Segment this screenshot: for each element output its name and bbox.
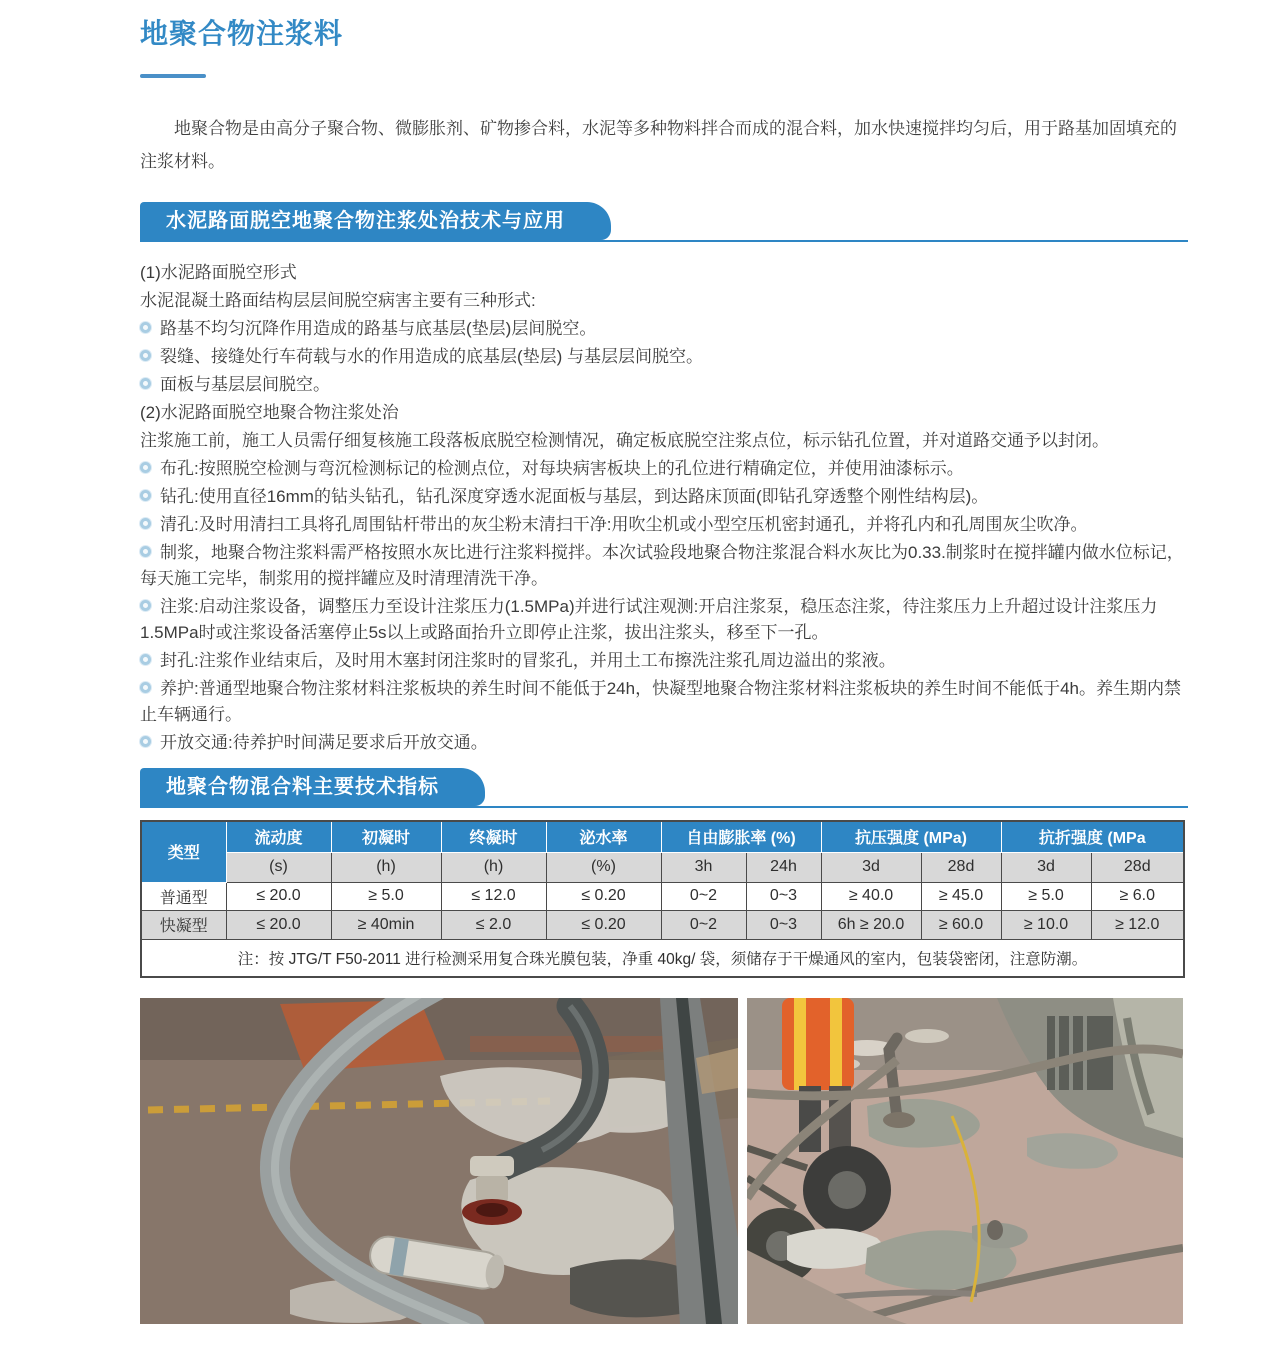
sub-header: 24h xyxy=(746,852,821,882)
bullet-item: 开放交通:待养护时间满足要求后开放交通。 xyxy=(140,730,1188,756)
bullet-item: 注浆:启动注浆设备，调整压力至设计注浆压力(1.5MPa)并进行试注观测:开启注浆泵，稳压态注浆，待注浆压力上升超过设计注浆压力1.5MPa时或注浆设备活塞停止5s以上或路面抬升立即停止注浆，拔出注浆头，移至下一孔。 xyxy=(140,597,1158,642)
cell: ≥ 40.0 xyxy=(821,882,921,910)
grouted-hole-closeup-photo xyxy=(140,998,738,1324)
cell: ≤ 20.0 xyxy=(226,910,331,939)
ring-bullet-icon xyxy=(140,518,151,529)
bullet-item: 面板与基层层间脱空。 xyxy=(140,372,1188,398)
bullet-item: 钻孔:使用直径16mm的钻头钻孔，钻孔深度穿透水泥面板与基层，到达路床顶面(即钻孔穿透整个刚性结构层)。 xyxy=(140,484,1188,510)
cell: ≥ 6.0 xyxy=(1091,882,1184,910)
cell: 0~3 xyxy=(746,882,821,910)
sub-header: 3d xyxy=(1001,852,1091,882)
bullet-item: 路基不均匀沉降作用造成的路基与底基层(垫层)层间脱空。 xyxy=(140,316,1188,342)
section1-banner-label: 水泥路面脱空地聚合物注浆处治技术与应用 xyxy=(166,210,565,232)
paragraph: (1)水泥路面脱空形式 xyxy=(140,263,297,282)
cell: ≥ 60.0 xyxy=(921,910,1001,939)
ring-bullet-icon xyxy=(140,322,151,333)
bullet-item: 制浆，地聚合物注浆料需严格按照水灰比进行注浆料搅拌。本次试验段地聚合物注浆混合料水灰比为0.33.制浆时在搅拌罐内做水位标记，每天施工完毕，制浆用的搅拌罐应及时清理清洗干净。 xyxy=(140,543,1184,588)
cell: ≥ 12.0 xyxy=(1091,910,1184,939)
bullet-item: 封孔:注浆作业结束后，及时用木塞封闭注浆时的冒浆孔，并用土工布擦洗注浆孔周边溢出的浆液。 xyxy=(140,648,1188,674)
page-bottom-margin xyxy=(140,1324,1186,1349)
cell: ≤ 20.0 xyxy=(226,882,331,910)
section1-body xyxy=(140,260,1188,756)
cell: ≥ 45.0 xyxy=(921,882,1001,910)
cell: ≥ 5.0 xyxy=(331,882,441,910)
row-label: 普通型 xyxy=(141,882,226,910)
ring-bullet-icon xyxy=(140,654,151,665)
bullet-item: 清孔:及时用清扫工具将孔周围钻杆带出的灰尘粉末清扫干净:用吹尘机或小型空压机密封通孔，并将孔内和孔周围灰尘吹净。 xyxy=(140,512,1188,538)
table-corner-header: 类型 xyxy=(141,821,226,882)
paragraph: 水泥混凝土路面结构层层间脱空病害主要有三种形式: xyxy=(140,291,536,310)
column-header: 终凝时 xyxy=(441,821,546,852)
ring-bullet-icon xyxy=(140,600,151,611)
column-header: 自由膨胀率 (%) xyxy=(661,821,821,852)
ring-bullet-icon xyxy=(140,462,151,473)
sub-header: 3d xyxy=(821,852,921,882)
paragraph: 注浆施工前，施工人员需仔细复核施工段落板底脱空检测情况，确定板底脱空注浆点位，标示钻孔位置，并对道路交通予以封闭。 xyxy=(140,431,1109,450)
bullet-item: 裂缝、接缝处行车荷载与水的作用造成的底基层(垫层) 与基层层间脱空。 xyxy=(140,344,1188,370)
grouting-worksite-photo xyxy=(747,998,1183,1324)
sub-header: 3h xyxy=(661,852,746,882)
bullet-item: 养护:普通型地聚合物注浆材料注浆板块的养生时间不能低于24h，快凝型地聚合物注浆材料注浆板块的养生时间不能低于4h。养生期内禁止车辆通行。 xyxy=(140,679,1181,724)
cell: ≤ 12.0 xyxy=(441,882,546,910)
section2-banner-label: 地聚合物混合料主要技术指标 xyxy=(166,776,439,798)
sub-header: (h) xyxy=(331,852,441,882)
table-row xyxy=(141,910,1184,939)
column-header: 抗压强度 (MPa) xyxy=(821,821,1001,852)
section2-banner xyxy=(140,768,485,806)
page-title: 地聚合物注浆料 xyxy=(140,18,344,49)
cell: ≤ 0.20 xyxy=(546,882,661,910)
ring-bullet-icon xyxy=(140,682,151,693)
ring-bullet-icon xyxy=(140,378,151,389)
cell: ≤ 2.0 xyxy=(441,910,546,939)
spec-table xyxy=(140,820,1185,978)
column-header: 泌水率 xyxy=(546,821,661,852)
column-header: 流动度 xyxy=(226,821,331,852)
column-header: 抗折强度 (MPa xyxy=(1001,821,1184,852)
sub-header: 28d xyxy=(1091,852,1184,882)
cell: 6h ≥ 20.0 xyxy=(821,910,921,939)
section1-banner-row xyxy=(140,202,1188,242)
sub-header: (h) xyxy=(441,852,546,882)
row-label: 快凝型 xyxy=(141,910,226,939)
paragraph: (2)水泥路面脱空地聚合物注浆处治 xyxy=(140,403,399,422)
title-underline xyxy=(140,74,206,78)
ring-bullet-icon xyxy=(140,350,151,361)
cell: ≥ 40min xyxy=(331,910,441,939)
cell: 0~2 xyxy=(661,882,746,910)
section1-banner xyxy=(140,202,611,240)
bullet-item: 布孔:按照脱空检测与弯沉检测标记的检测点位，对每块病害板块上的孔位进行精确定位，并使用油漆标示。 xyxy=(140,456,1188,482)
cell: 0~2 xyxy=(661,910,746,939)
ring-bullet-icon xyxy=(140,546,151,557)
sub-header: (s) xyxy=(226,852,331,882)
section2-banner-row xyxy=(140,768,1188,808)
photo-gallery xyxy=(140,998,1186,1324)
cell: ≥ 5.0 xyxy=(1001,882,1091,910)
cell: 0~3 xyxy=(746,910,821,939)
sub-header: 28d xyxy=(921,852,1001,882)
cell: ≥ 10.0 xyxy=(1001,910,1091,939)
ring-bullet-icon xyxy=(140,490,151,501)
cell: ≤ 0.20 xyxy=(546,910,661,939)
table-note: 注：按 JTG/T F50-2011 进行检测采用复合珠光膜包装，净重 40kg/ 袋，须储存于干燥通风的室内，包装袋密闭，注意防潮。 xyxy=(141,939,1184,977)
ring-bullet-icon xyxy=(140,736,151,747)
intro-paragraph: 地聚合物是由高分子聚合物、微膨胀剂、矿物掺合料，水泥等多种物料拌合而成的混合料，加水快速搅拌均匀后，用于路基加固填充的注浆材料。 xyxy=(140,119,1177,171)
sub-header: (%) xyxy=(546,852,661,882)
column-header: 初凝时 xyxy=(331,821,441,852)
table-row xyxy=(141,882,1184,910)
